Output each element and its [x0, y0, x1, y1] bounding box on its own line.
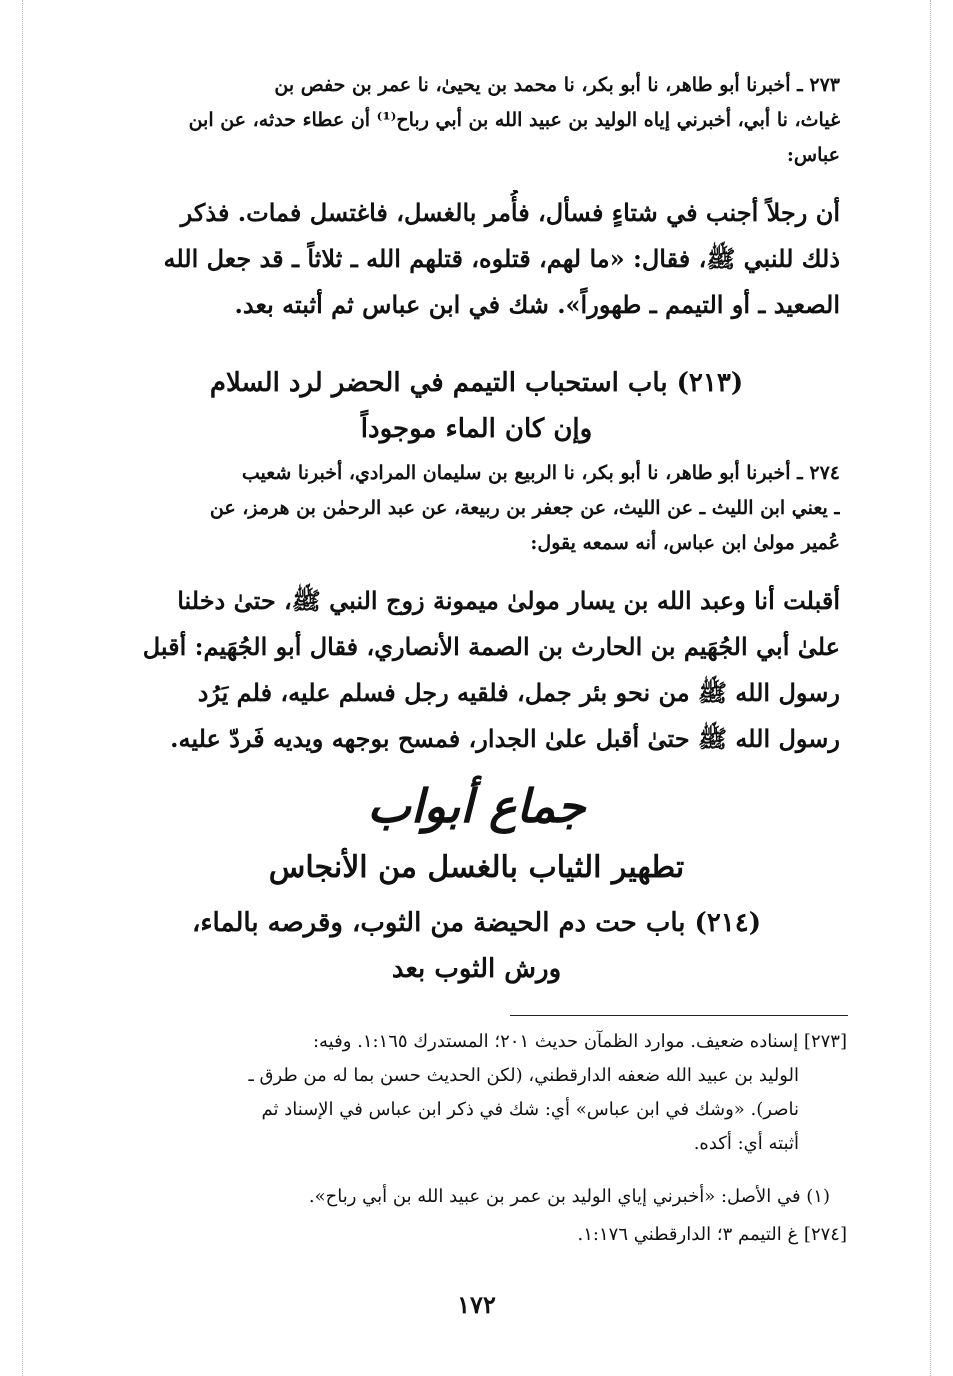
text-line: ذلك للنبي ﷺ، فقال: «ما لهم، قتلوه، قتلهم الله ـ ثلاثاً ـ قد جعل الله [163, 244, 840, 273]
text-line: عباس: [786, 144, 840, 166]
footnote-line: الوليد بن عبيد الله ضعفه الدارقطني، (لكن الحديث حسن بما له من طرق ـ [248, 1065, 799, 1086]
footnote-line: [٢٧٣] إسناده ضعيف. موارد الظمآن حديث ٢٠١؛ المستدرك ١:١٦٥. وفيه: [312, 1031, 847, 1052]
text-line: ٢٧٤ ـ أخبرنا أبو طاهر، نا أبو بكر، نا الربيع بن سليمان المرادي، أخبرنا شعيب [241, 462, 840, 484]
chapter-heading-213 [0, 360, 953, 452]
text-line: أن رجلاً أجنب في شتاءٍ فسأل، فأُمر بالغسل، فاغتسل فمات. فذكر [180, 198, 840, 227]
text-line: أقبلت أنا وعبد الله بن يسار مولىٰ ميمونة زوج النبي ﷺ، حتىٰ دخلنا [177, 586, 840, 615]
hadith-273-matn [95, 190, 840, 328]
footnote-line: [٢٧٤] غ التيمم ٣؛ الدارقطني ١:١٧٦. [577, 1224, 847, 1245]
text-line: رسول الله ﷺ حتىٰ أقبل علىٰ الجدار، فمسح بوجهه ويديه فَردّ عليه. [170, 724, 840, 753]
scan-artifact-line [930, 0, 931, 1376]
section-title: تطهير الثياب بالغسل من الأنجاس [268, 850, 685, 885]
section-calligraphy-title: جماع أبواب [367, 779, 586, 833]
footnote-line: أثبته أي: أكده. [693, 1133, 799, 1154]
text-line: عُمير مولىٰ ابن عباس، أنه سمعه يقول: [530, 532, 840, 554]
text-line: غياث، نا أبي، أخبرني إياه الوليد بن عبيد الله بن أبي رباح⁽¹⁾ أن عطاء حدثه، عن ابن [188, 109, 840, 131]
text-line: الصعيد ـ أو التيمم ـ طهوراً». شك في ابن عباس ثم أثبته بعد. [234, 290, 840, 319]
chapter-heading-214 [0, 900, 953, 992]
text-line: ـ يعني ابن الليث ـ عن الليث، عن جعفر بن ربيعة، عن عبد الرحمٰن بن هرمز، عن [209, 497, 840, 519]
footnote-separator [510, 1015, 848, 1016]
hadith-273-isnad [95, 68, 840, 173]
text-line: ٢٧٣ ـ أخبرنا أبو طاهر، نا أبو بكر، نا محمد بن يحيىٰ، نا عمر بن حفص بن [274, 74, 840, 96]
text-line: رسول الله ﷺ من نحو بئر جمل، فلقيه رجل فسلم عليه، فلم يَرُد [197, 678, 840, 707]
page-number: ١٧٢ [457, 1290, 496, 1319]
footnote-line: (١) في الأصل: «أخبرني إياي الوليد بن عمر بن عبيد الله بن أبي رباح». [308, 1186, 830, 1207]
scan-artifact-line [22, 0, 23, 1376]
hadith-274-matn [95, 578, 840, 762]
chapter-heading-line: (٢١٤) باب حت دم الحيضة من الثوب، وقرصه بالماء، [191, 908, 762, 938]
footnote-1 [95, 1180, 830, 1214]
hadith-274-isnad [95, 456, 840, 561]
chapter-heading-line: ورش الثوب بعد [391, 954, 562, 984]
text-line: علىٰ أبي الجُهَيم بن الحارث بن الصمة الأنصاري، فقال أبو الجُهَيم: أقبل [142, 632, 840, 661]
chapter-heading-line: وإن كان الماء موجوداً [360, 414, 593, 444]
footnote-274 [95, 1218, 847, 1252]
chapter-heading-line: (٢١٣) باب استحباب التيمم في الحضر لرد السلام [209, 368, 744, 398]
footnote-273 [95, 1025, 847, 1161]
footnote-line: ناصر). «وشك في ابن عباس» أي: شك في ذكر ابن عباس في الإسناد ثم [261, 1099, 799, 1120]
